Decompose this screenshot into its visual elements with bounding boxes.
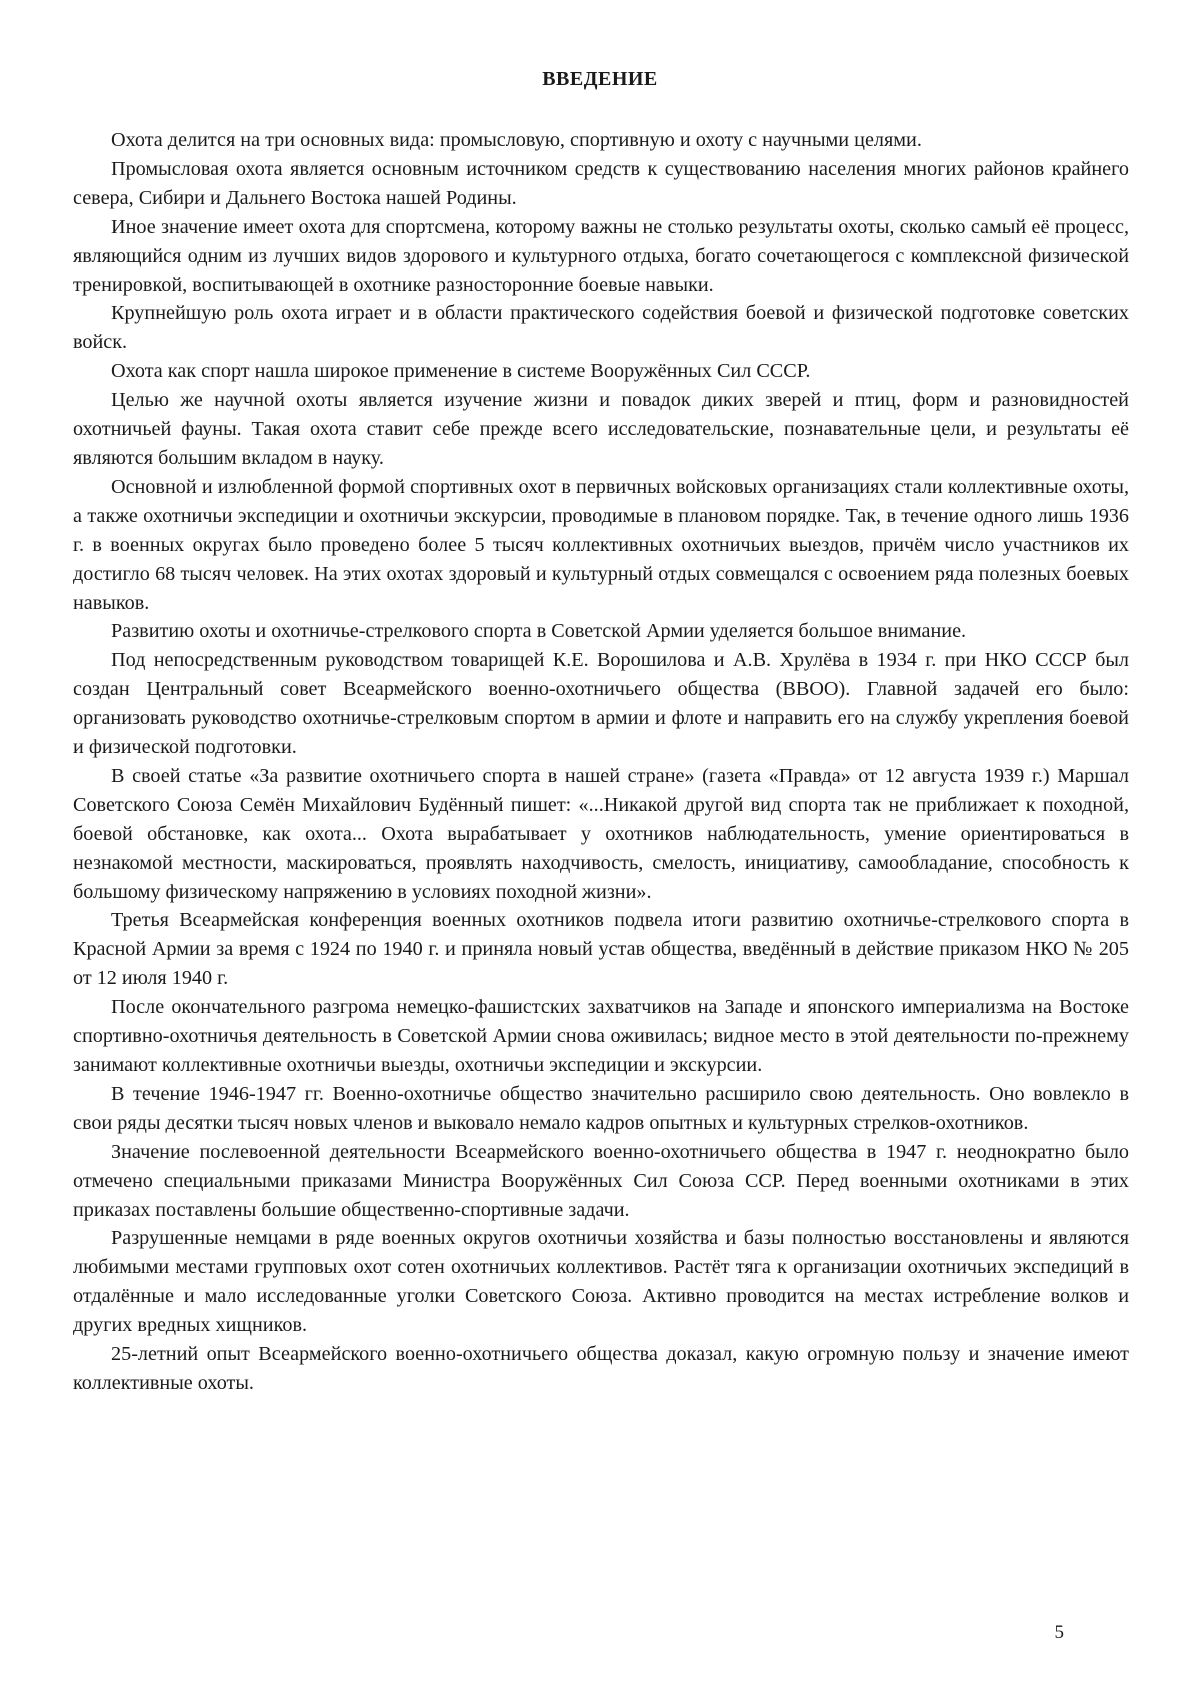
- page-title: ВВЕДЕНИЕ: [542, 68, 658, 90]
- paragraph-10: В своей статье «За развитие охотничьего спорта в нашей стране» (газета «Правда» от 12 августа 1939 г.) Маршал Советского Союза Семён Михайлович Будённый пишет: «...Никакой другой вид спорта так не приближает к походной, боевой обстановке, как охота... Охота вырабатывает у охотников наблюдательность, умение ориентироваться в незнакомой местности, маскироваться, проявлять находчивость, смелость, инициативу, самообладание, способность к большому физическому напряжению в условиях походной жизни».: [73, 764, 1129, 903]
- paragraph-9: Под непосредственным руководством товарищей К.Е. Ворошилова и А.В. Хрулёва в 1934 г. при НКО СССР был создан Центральный совет Всеармейского военно-охотничьего общества (ВВОО). Главной задачей его было: организовать руководство охотничье-стрелковым спортом в армии и флоте и направить его на службу укрепления боевой и физической подготовки.: [73, 649, 1129, 759]
- paragraph-13: В течение 1946-1947 гг. Военно-охотничье общество значительно расширило свою деятельность. Оно вовлекло в свои ряды десятки тысяч новых членов и выковало немало кадров опытных и культурных стрелков-охотников.: [73, 1082, 1129, 1134]
- paragraph-16: 25-летний опыт Всеармейского военно-охотничьего общества доказал, какую огромную пользу и значение имеют коллективные охоты.: [73, 1343, 1129, 1394]
- paragraph-12: После окончательного разгрома немецко-фашистских захватчиков на Западе и японского империализма на Востоке спортивно-охотничья деятельность в Советской Армии снова оживилась; видное место в этой деятельности по-прежнему занимают коллективные охотничьи выезды, охотничьи экспедиции и экскурсии.: [73, 996, 1129, 1076]
- paragraph-4: Крупнейшую роль охота играет и в области практического содействия боевой и физической подготовке советских войск.: [73, 302, 1129, 354]
- paragraph-5: Охота как спорт нашла широкое применение в системе Вооружённых Сил СССР.: [111, 360, 811, 383]
- paragraph-15: Разрушенные немцами в ряде военных округов охотничьи хозяйства и базы полностью восстановлены и являются любимыми местами групповых охот сотен охотничьих коллективов. Растёт тяга к организации охотничьих экспедиций в отдалённые и мало исследованные уголки Советского Союза. Активно проводится на местах истребление волков и других вредных хищников.: [73, 1227, 1129, 1337]
- paragraph-11: Третья Всеармейская конференция военных охотников подвела итоги развитию охотничье-стрелкового спорта в Красной Армии за время с 1924 по 1940 г. и приняла новый устав общества, введённый в действие приказом НКО № 205 от 12 июля 1940 г.: [73, 909, 1129, 990]
- paragraph-8: Развитию охоты и охотничье-стрелкового спорта в Советской Армии уделяется большое внимание.: [111, 620, 967, 643]
- paragraph-3: Иное значение имеет охота для спортсмена, которому важны не столько результаты охоты, сколько самый её процесс, являющийся одним из лучших видов здорового и культурного отдыха, богато сочетающегося с комплексной физической тренировкой, воспитывающей в охотнике разносторонние боевые навыки.: [73, 215, 1129, 296]
- page-number: 5: [1054, 1622, 1064, 1643]
- body-text: [73, 126, 1129, 1398]
- paragraph-2: Промысловая охота является основным источником средств к существованию населения многих районов крайнего севера, Сибири и Дальнего Востока нашей Родины.: [73, 157, 1129, 209]
- paragraph-1: Охота делится на три основных вида: промысловую, спортивную и охоту с научными целями.: [111, 129, 922, 151]
- paragraph-7: Основной и излюбленной формой спортивных охот в первичных войсковых организациях стали коллективные охоты, а также охотничьи экспедиции и охотничьи экскурсии, проводимые в плановом порядке. Так, в течение одного лишь 1936 г. в военных округах было проведено более 5 тысяч коллективных охотничьих выездов, причём число участников их достигло 68 тысяч человек. На этих охотах здоровый и культурный отдых совмещался с освоением ряда полезных боевых навыков.: [73, 475, 1129, 614]
- paragraph-14: Значение послевоенной деятельности Всеармейского военно-охотничьего общества в 1947 г. неоднократно было отмечено специальными приказами Министра Вооружённых Сил Союза ССР. Перед военными охотниками в этих приказах поставлены большие общественно-спортивные задачи.: [73, 1140, 1129, 1221]
- paragraph-6: Целью же научной охоты является изучение жизни и повадок диких зверей и птиц, форм и разновидностей охотничьей фауны. Такая охота ставит себе прежде всего исследовательские, познавательные цели, и результаты её являются большим вкладом в науку.: [73, 389, 1129, 469]
